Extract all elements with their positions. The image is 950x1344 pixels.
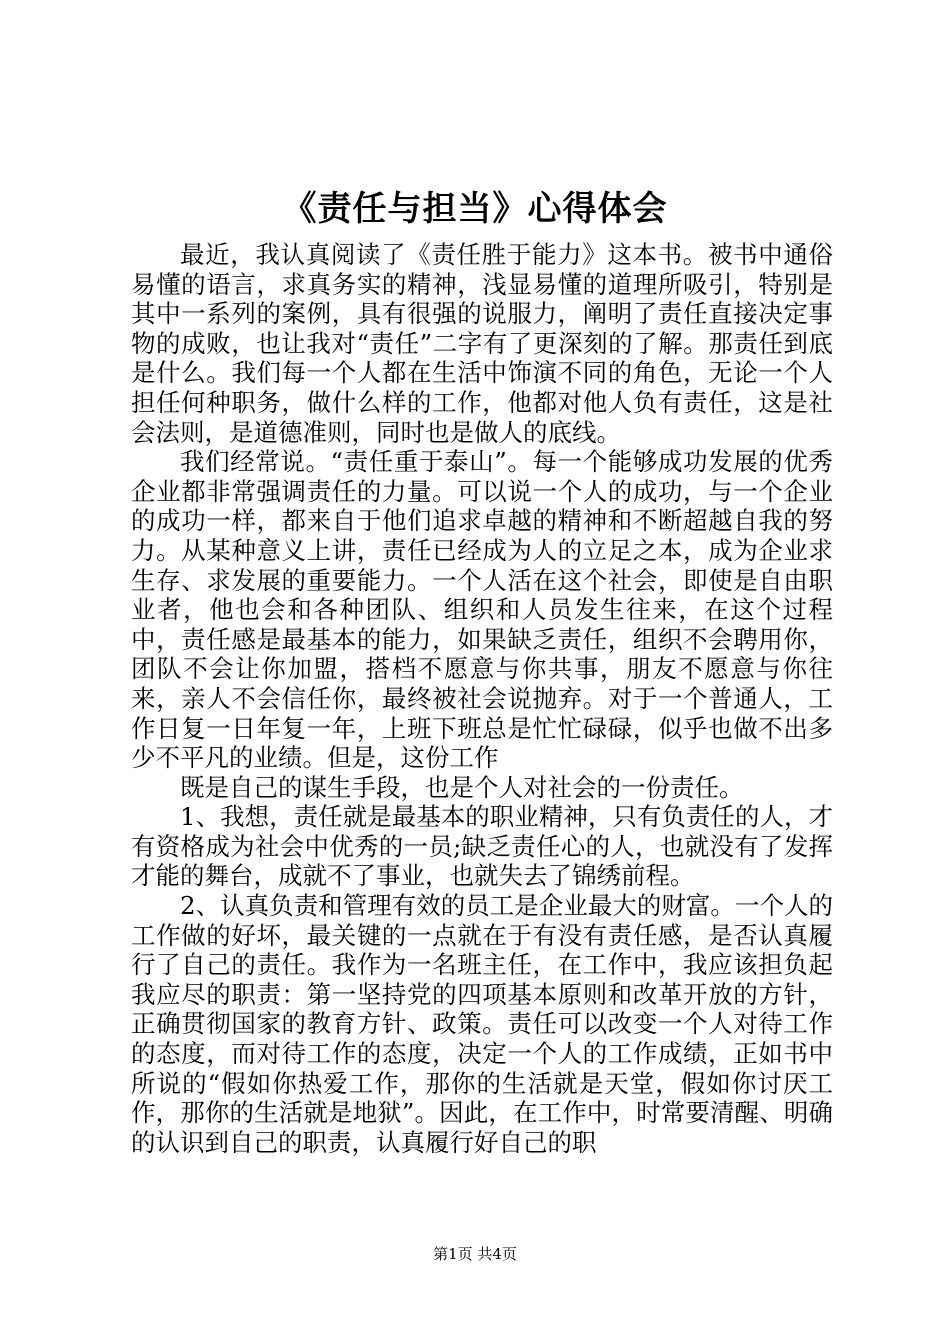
paragraph-4: 1、我想，责任就是最基本的职业精神，只有负责任的人，才有资格成为社会中优秀的一员;缺乏责任心的人，也就没有了发挥才能的舞台，成就不了事业，也就失去了锦绣前程。	[131, 802, 833, 891]
document-body	[131, 240, 833, 1157]
page-number-footer: 第1页 共4页	[433, 1245, 517, 1263]
paragraph-5: 2、认真负责和管理有效的员工是企业最大的财富。一个人的工作做的好坏，最关键的一点就在于有没有责任感，是否认真履行了自己的责任。我作为一名班主任，在工作中，我应该担负起我应尽的职责：第一坚持党的四项基本原则和改革开放的方针，正确贯彻国家的教育方针、政策。责任可以改变一个人对待工作的态度，而对待工作的态度，决定一个人的工作成绩，正如书中所说的“假如你热爱工作，那你的生活就是天堂，假如你讨厌工作，那你的生活就是地狱”。因此，在工作中，时常要清醒、明确的认识到自己的职责，认真履行好自己的职	[131, 891, 833, 1157]
document-title: 《责任与担当》心得体会	[282, 189, 668, 229]
paragraph-1: 最近，我认真阅读了《责任胜于能力》这本书。被书中通俗易懂的语言，求真务实的精神，浅显易懂的道理所吸引，特别是其中一系列的案例，具有很强的说服力，阐明了责任直接决定事物的成败，也让我对“责任”二字有了更深刻的了解。那责任到底是什么。我们每一个人都在生活中饰演不同的角色，无论一个人担任何种职务，做什么样的工作，他都对他人负有责任，这是社会法则，是道德准则，同时也是做人的底线。	[131, 240, 833, 447]
paragraph-3: 既是自己的谋生手段，也是个人对社会的一份责任。	[180, 772, 744, 802]
paragraph-2: 我们经常说。“责任重于泰山”。每一个能够成功发展的优秀企业都非常强调责任的力量。可以说一个人的成功，与一个企业的成功一样，都来自于他们追求卓越的精神和不断超越自我的努力。从某种意义上讲，责任已经成为人的立足之本，成为企业求生存、求发展的重要能力。一个人活在这个社会，即使是自由职业者，他也会和各种团队、组织和人员发生往来，在这个过程中，责任感是最基本的能力，如果缺乏责任，组织不会聘用你，团队不会让你加盟，搭档不愿意与你共事，朋友不愿意与你往来，亲人不会信任你，最终被社会说抛弃。对于一个普通人，工作日复一日年复一年，上班下班总是忙忙碌碌，似乎也做不出多少不平凡的业绩。但是，这份工作	[131, 447, 833, 773]
